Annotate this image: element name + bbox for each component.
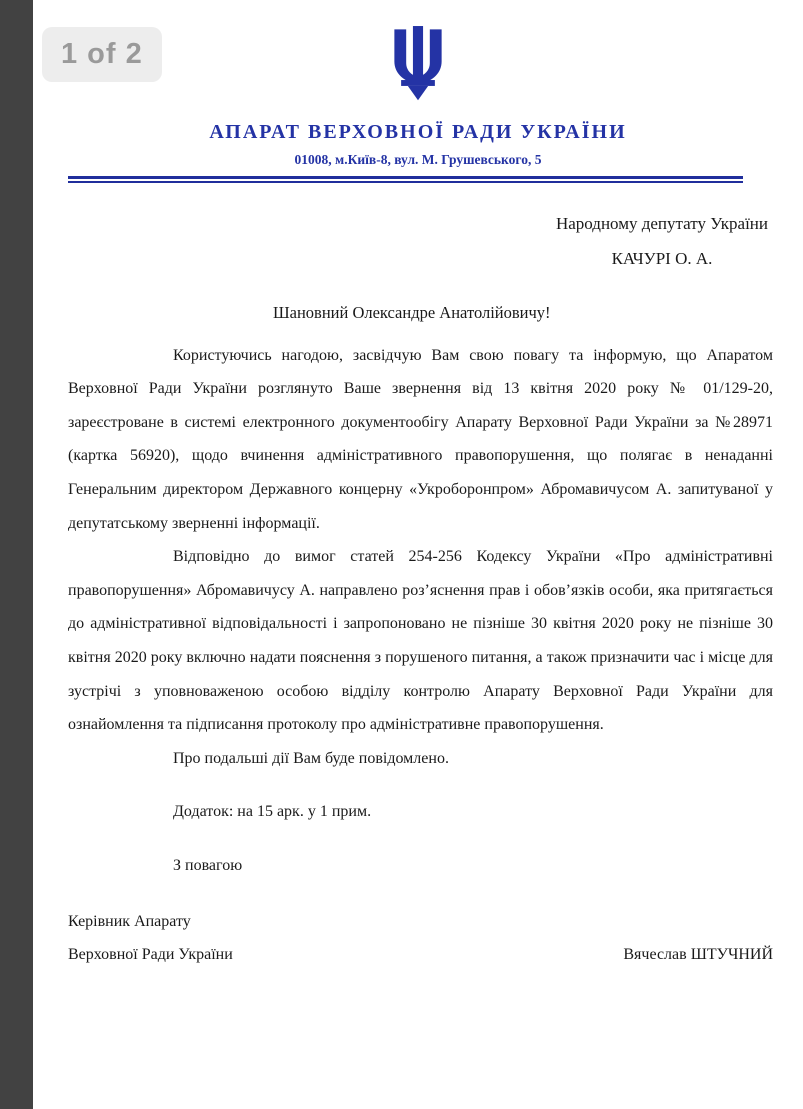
closing-line: З повагою (173, 857, 243, 874)
recipient-line-1: Народному депутату України (555, 214, 768, 233)
recipient-block (556, 207, 768, 277)
attachment-note: Додаток: на 15 арк. у 1 прим. (173, 803, 372, 821)
signer-title-line2: Верховної Ради України (68, 946, 233, 964)
salutation: Шановний Олександре Анатолійовичу! (273, 302, 551, 322)
paragraph-2: Відповідно до вимог статей 254-256 Кодексу України «Про адміністративні правопорушення» Абромавичусу А. направлено роз’яснення прав і обов’язків особи, яка притягається до адміністративної відповідальності і запропоновано не пізніше 30 квітня 2020 року не пізніше 30 квітня 2020 року включно надати пояснення з порушеного питання, а також призначити час і місце для зустрічі з уповноваженою особою відділу контролю Апарату Верховної Ради України для ознайомлення та підписання протоколу про адміністративне правопорушення. (68, 548, 773, 734)
org-address: 01008, м.Київ-8, вул. М. Грушевського, 5 (294, 152, 542, 167)
viewer-edge-strip (0, 0, 33, 1109)
letter-page (33, 0, 803, 1109)
signer-title-line1: Керівник Апарату (68, 912, 191, 930)
signer-name: Вячеслав ШТУЧНИЙ (623, 946, 773, 964)
letterhead-divider (68, 176, 743, 183)
letter-body (68, 339, 773, 972)
paragraph-1: Користуючись нагодою, засвідчую Вам свою повагу та інформую, що Апаратом Верховної Ради України розглянуто Ваше звернення від 13 квітня 2020 року № 01/129-20, зареєстроване в системі електронного документообігу Апарату Верховної Ради України за №28971 (картка 56920), щодо вчинення адміністративного правопорушення, що полягає в ненаданні Генеральним директором Державного концерну «Укроборонпром» Абромавичусом А. запитуваної у депутатському зверненні інформації. (68, 346, 773, 532)
recipient-line-2: КАЧУРІ О. А. (611, 248, 713, 268)
signer-title (68, 905, 233, 972)
page-indicator: 1 of 2 (42, 27, 162, 82)
paragraph-3: Про подальші дії Вам буде повідомлено. (173, 749, 449, 767)
signature-block (68, 905, 773, 972)
ukraine-trident-emblem-icon (391, 26, 445, 102)
org-name: АПАРАТ ВЕРХОВНОЇ РАДИ УКРАЇНИ (209, 121, 627, 143)
